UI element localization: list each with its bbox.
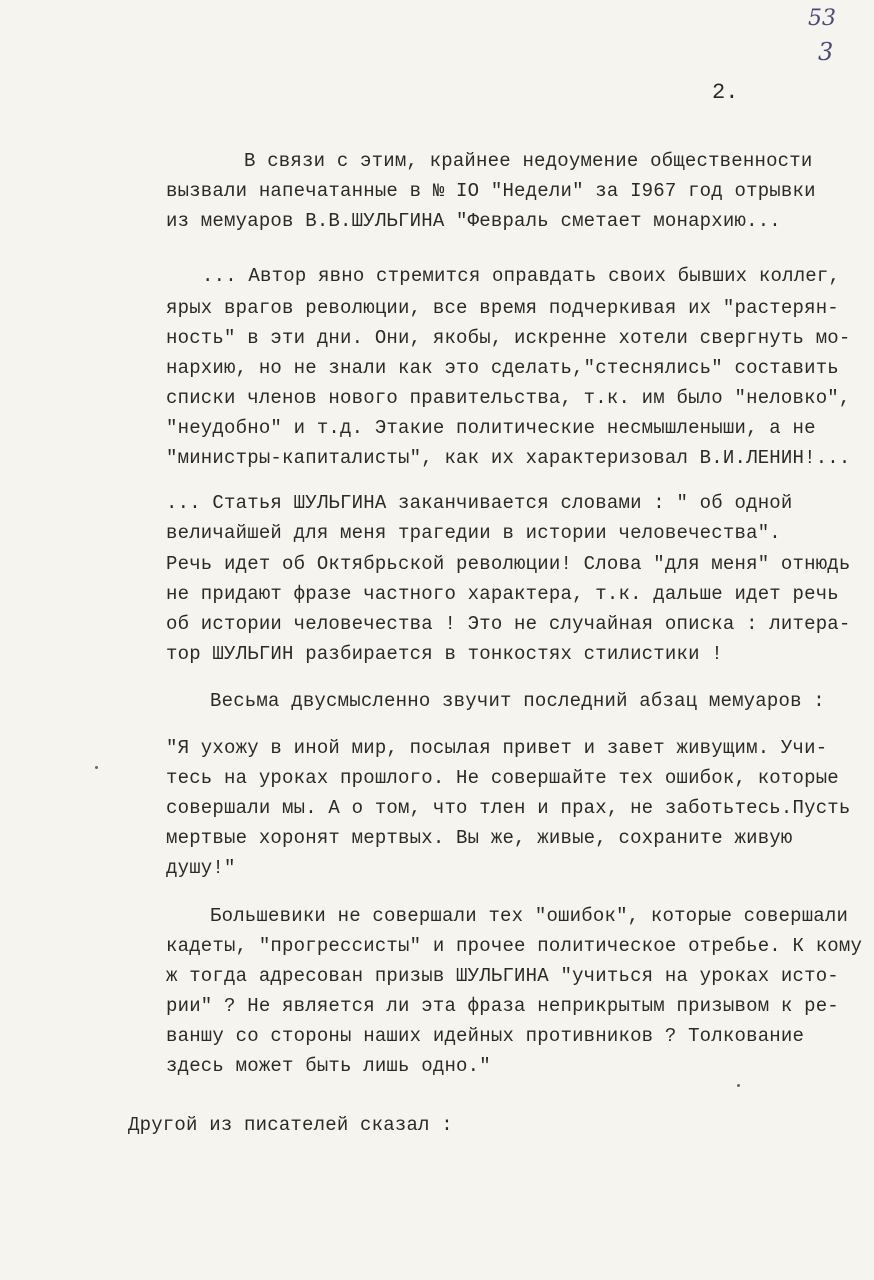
text-line: кадеты, "прогрессисты" и прочее политическое отребье. К кому bbox=[166, 935, 863, 957]
text-line: ваншу со стороны наших идейных противников ? Толкование bbox=[166, 1025, 805, 1047]
paper-speck bbox=[95, 766, 98, 769]
text-line: здесь может быть лишь одно." bbox=[166, 1055, 491, 1077]
text-line: тор ШУЛЬГИН разбирается в тонкостях стилистики ! bbox=[166, 643, 723, 665]
text-line: об истории человечества ! Это не случайная описка : литера- bbox=[166, 613, 851, 635]
text-line: "министры-капиталисты", как их характеризовал В.И.ЛЕНИН!... bbox=[166, 447, 851, 469]
text-line: величайшей для меня трагедии в истории человечества". bbox=[166, 522, 781, 544]
text-line: Большевики не совершали тех "ошибок", которые совершали bbox=[210, 905, 849, 927]
text-line: ... Автор явно стремится оправдать своих бывших коллег, bbox=[202, 265, 841, 287]
text-line: Другой из писателей сказал : bbox=[128, 1114, 453, 1136]
text-line: совершали мы. А о том, что тлен и прах, не заботьтесь.Пусть bbox=[166, 797, 851, 819]
text-line: душу!" bbox=[166, 857, 236, 879]
text-line: ... Статья ШУЛЬГИНА заканчивается словами : " об одной bbox=[166, 492, 793, 514]
text-line: В связи с этим, крайнее недоумение общественности bbox=[244, 150, 813, 172]
page-number: 2. bbox=[712, 80, 739, 105]
handwritten-sheet-number: 3 bbox=[818, 38, 834, 66]
text-line: ж тогда адресован призыв ШУЛЬГИНА "учиться на уроках исто- bbox=[166, 965, 839, 987]
text-line: Речь идет об Октябрьской революции! Слова "для меня" отнюдь bbox=[166, 553, 851, 575]
text-line: из мемуаров В.В.ШУЛЬГИНА "Февраль сметает монархию... bbox=[166, 210, 781, 232]
text-line: нархию, но не знали как это сделать,"стеснялись" составить bbox=[166, 357, 839, 379]
text-line: ность" в эти дни. Они, якобы, искренне хотели свергнуть мо- bbox=[166, 327, 851, 349]
text-line: не придают фразе частного характера, т.к. дальше идет речь bbox=[166, 583, 839, 605]
paper-speck bbox=[737, 1084, 740, 1087]
text-line: тесь на уроках прошлого. Не совершайте тех ошибок, которые bbox=[166, 767, 839, 789]
handwritten-folio-number: 53 bbox=[808, 6, 836, 31]
text-line: ярых врагов революции, все время подчеркивая их "растерян- bbox=[166, 297, 839, 319]
text-line: списки членов нового правительства, т.к. им было "неловко", bbox=[166, 387, 851, 409]
text-line: "Я ухожу в иной мир, посылая привет и завет живущим. Учи- bbox=[166, 737, 828, 759]
text-line: мертвые хоронят мертвых. Вы же, живые, сохраните живую bbox=[166, 827, 793, 849]
text-line: вызвали напечатанные в № IO "Недели" за I967 год отрывки bbox=[166, 180, 816, 202]
text-line: Весьма двусмысленно звучит последний абзац мемуаров : bbox=[210, 690, 825, 712]
text-line: рии" ? Не является ли эта фраза неприкрытым призывом к ре- bbox=[166, 995, 839, 1017]
text-line: "неудобно" и т.д. Этакие политические несмышленыши, а не bbox=[166, 417, 816, 439]
